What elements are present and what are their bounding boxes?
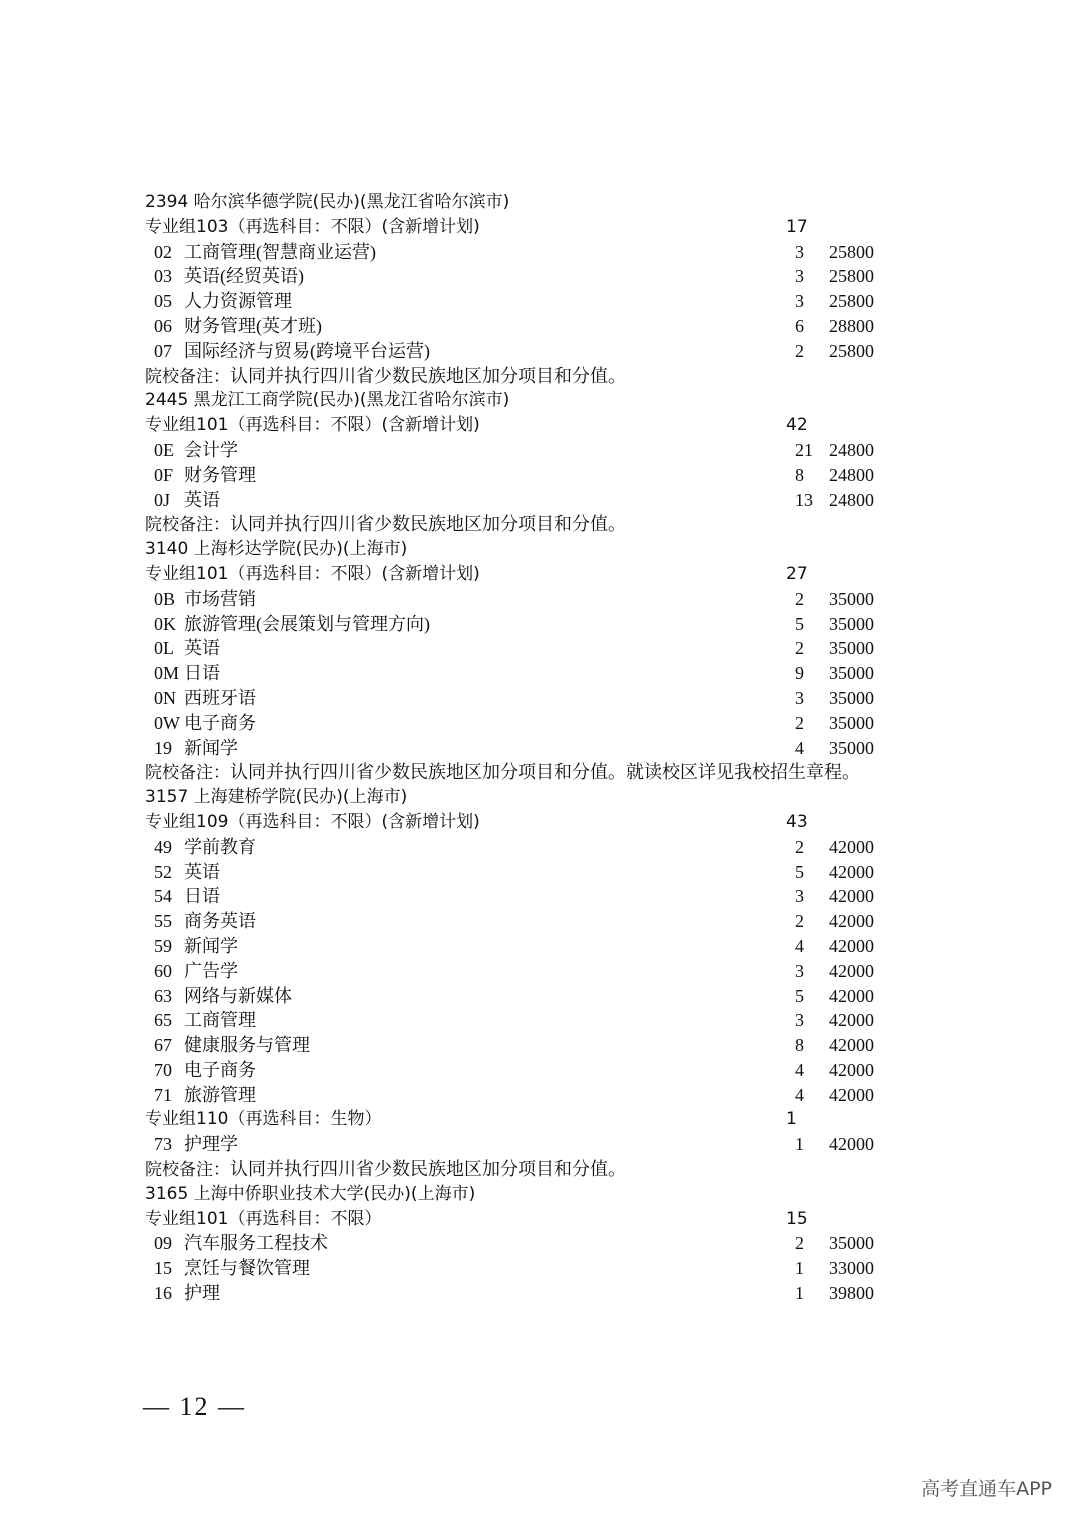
- group-label: 专业组101（再选科目：不限）(含新增计划): [145, 415, 480, 436]
- major-row: [145, 612, 925, 637]
- group-row: [145, 1207, 925, 1232]
- major-tuition: 25800: [829, 241, 874, 262]
- major-tuition: 33000: [829, 1258, 874, 1279]
- school-note: [145, 1157, 925, 1182]
- major-tuition: 42000: [829, 1084, 874, 1105]
- major-code: 73: [154, 1134, 172, 1155]
- major-tuition: 35000: [829, 638, 874, 659]
- major-name: 旅游管理: [184, 1084, 256, 1105]
- group-label: 专业组101（再选科目：不限）(含新增计划): [145, 563, 480, 584]
- major-tuition: 28800: [829, 315, 874, 336]
- major-name: 健康服务与管理: [184, 1035, 310, 1056]
- major-name: 商务英语: [184, 911, 256, 932]
- major-name: 新闻学: [184, 737, 238, 758]
- major-code: 06: [154, 315, 172, 336]
- major-tuition: 42000: [829, 1059, 874, 1080]
- note-text: 认同并执行四川省少数民族地区加分项目和分值。: [230, 365, 626, 386]
- major-name: 国际经济与贸易(跨境平台运营): [184, 340, 430, 361]
- major-plan-count: 2: [795, 638, 804, 659]
- major-code: 0L: [154, 638, 174, 659]
- major-plan-count: 2: [795, 340, 804, 361]
- document-body: [145, 190, 925, 1306]
- major-tuition: 42000: [829, 935, 874, 956]
- major-row: [145, 984, 925, 1009]
- major-plan-count: 4: [795, 1084, 804, 1105]
- major-plan-count: 3: [795, 291, 804, 312]
- major-name: 电子商务: [184, 712, 256, 733]
- major-plan-count: 3: [795, 1010, 804, 1031]
- school-block: [145, 537, 925, 785]
- school-note: [145, 760, 925, 785]
- major-tuition: 42000: [829, 861, 874, 882]
- major-plan-count: 8: [795, 464, 804, 485]
- group-row: [145, 413, 925, 438]
- major-row: [145, 736, 925, 761]
- major-plan-count: 2: [795, 911, 804, 932]
- major-tuition: 42000: [829, 960, 874, 981]
- major-plan-count: 3: [795, 266, 804, 287]
- major-row: [145, 711, 925, 736]
- major-row: [145, 636, 925, 661]
- group-label: 专业组103（再选科目：不限）(含新增计划): [145, 216, 480, 237]
- major-plan-count: 2: [795, 1233, 804, 1254]
- major-row: [145, 463, 925, 488]
- major-row: [145, 1058, 925, 1083]
- major-tuition: 42000: [829, 886, 874, 907]
- major-row: [145, 1083, 925, 1108]
- note-label: 院校备注：: [145, 515, 230, 536]
- major-code: 16: [154, 1283, 172, 1304]
- major-name: 英语(经贸英语): [184, 266, 304, 287]
- major-code: 0N: [154, 687, 176, 708]
- school-header: 3165 上海中侨职业技术大学(民办)(上海市): [145, 1183, 476, 1204]
- major-row: [145, 240, 925, 265]
- major-plan-count: 5: [795, 613, 804, 634]
- major-row: [145, 339, 925, 364]
- major-name: 日语: [184, 663, 220, 684]
- major-row: [145, 1132, 925, 1157]
- group-count: 17: [786, 216, 808, 237]
- major-code: 0J: [154, 489, 171, 510]
- major-name: 烹饪与餐饮管理: [184, 1258, 310, 1279]
- major-row: [145, 1281, 925, 1306]
- major-code: 0E: [154, 439, 174, 460]
- group-count: 1: [786, 1109, 797, 1130]
- major-row: [145, 264, 925, 289]
- major-name: 广告学: [184, 960, 238, 981]
- major-code: 49: [154, 836, 172, 857]
- major-row: [145, 959, 925, 984]
- major-row: [145, 587, 925, 612]
- major-name: 工商管理: [184, 1010, 256, 1031]
- group-count: 42: [786, 415, 808, 436]
- major-plan-count: 4: [795, 1059, 804, 1080]
- major-code: 05: [154, 291, 172, 312]
- major-code: 0B: [154, 588, 176, 609]
- school-header: 3140 上海杉达学院(民办)(上海市): [145, 539, 408, 560]
- major-name: 英语: [184, 861, 220, 882]
- major-tuition: 35000: [829, 663, 874, 684]
- major-name: 护理学: [184, 1134, 238, 1155]
- major-tuition: 42000: [829, 1134, 874, 1155]
- major-tuition: 42000: [829, 1010, 874, 1031]
- major-row: [145, 909, 925, 934]
- group-label: 专业组110（再选科目：生物）: [145, 1109, 382, 1130]
- page-number: — 12 —: [143, 1392, 246, 1421]
- major-tuition: 42000: [829, 985, 874, 1006]
- major-tuition: 24800: [829, 489, 874, 510]
- major-plan-count: 3: [795, 886, 804, 907]
- note-text: 认同并执行四川省少数民族地区加分项目和分值。: [230, 1159, 626, 1180]
- major-tuition: 25800: [829, 340, 874, 361]
- major-name: 会计学: [184, 439, 238, 460]
- major-row: [145, 289, 925, 314]
- major-row: [145, 1033, 925, 1058]
- note-text: 认同并执行四川省少数民族地区加分项目和分值。: [230, 514, 626, 535]
- major-plan-count: 2: [795, 836, 804, 857]
- group-row: [145, 810, 925, 835]
- major-tuition: 35000: [829, 687, 874, 708]
- group-label: 专业组109（再选科目：不限）(含新增计划): [145, 811, 480, 832]
- major-plan-count: 3: [795, 960, 804, 981]
- major-plan-count: 9: [795, 663, 804, 684]
- school-header: 3157 上海建桥学院(民办)(上海市): [145, 787, 408, 808]
- major-code: 67: [154, 1035, 172, 1056]
- major-tuition: 39800: [829, 1283, 874, 1304]
- major-code: 54: [154, 886, 172, 907]
- major-plan-count: 2: [795, 588, 804, 609]
- school-note: [145, 512, 925, 537]
- school-block: [145, 785, 925, 1182]
- major-row: [145, 661, 925, 686]
- school-block: [145, 388, 925, 537]
- major-code: 52: [154, 861, 172, 882]
- major-name: 西班牙语: [184, 687, 256, 708]
- major-plan-count: 2: [795, 712, 804, 733]
- major-plan-count: 8: [795, 1035, 804, 1056]
- group-row: [145, 562, 925, 587]
- major-code: 63: [154, 985, 172, 1006]
- major-plan-count: 6: [795, 315, 804, 336]
- major-name: 学前教育: [184, 836, 256, 857]
- major-tuition: 35000: [829, 1233, 874, 1254]
- major-plan-count: 3: [795, 687, 804, 708]
- major-row: [145, 488, 925, 513]
- major-row: [145, 686, 925, 711]
- major-plan-count: 4: [795, 935, 804, 956]
- major-plan-count: 1: [795, 1258, 804, 1279]
- major-name: 护理: [184, 1283, 220, 1304]
- major-name: 汽车服务工程技术: [184, 1233, 328, 1254]
- major-code: 0F: [154, 464, 174, 485]
- school-header: 2445 黑龙江工商学院(民办)(黑龙江省哈尔滨市): [145, 390, 510, 411]
- major-row: [145, 835, 925, 860]
- major-code: 09: [154, 1233, 172, 1254]
- major-name: 财务管理(英才班): [184, 315, 322, 336]
- note-label: 院校备注：: [145, 366, 230, 387]
- major-name: 工商管理(智慧商业运营): [184, 241, 376, 262]
- school-note: [145, 364, 925, 389]
- major-plan-count: 1: [795, 1134, 804, 1155]
- note-label: 院校备注：: [145, 763, 230, 784]
- major-code: 59: [154, 935, 172, 956]
- major-tuition: 35000: [829, 613, 874, 634]
- major-row: [145, 934, 925, 959]
- major-tuition: 35000: [829, 712, 874, 733]
- major-row: [145, 1256, 925, 1281]
- major-code: 70: [154, 1059, 172, 1080]
- note-text: 认同并执行四川省少数民族地区加分项目和分值。就读校区详见我校招生章程。: [230, 762, 860, 783]
- major-tuition: 25800: [829, 291, 874, 312]
- major-name: 英语: [184, 489, 220, 510]
- major-code: 55: [154, 911, 172, 932]
- major-code: 65: [154, 1010, 172, 1031]
- major-tuition: 25800: [829, 266, 874, 287]
- major-tuition: 42000: [829, 1035, 874, 1056]
- major-row: [145, 860, 925, 885]
- major-plan-count: 13: [795, 489, 813, 510]
- major-name: 财务管理: [184, 464, 256, 485]
- major-code: 0M: [154, 663, 180, 684]
- group-count: 43: [786, 811, 808, 832]
- major-row: [145, 438, 925, 463]
- major-tuition: 35000: [829, 588, 874, 609]
- major-code: 19: [154, 737, 172, 758]
- major-code: 71: [154, 1084, 172, 1105]
- major-row: [145, 1008, 925, 1033]
- major-name: 人力资源管理: [184, 291, 292, 312]
- major-plan-count: 21: [795, 439, 813, 460]
- major-code: 0K: [154, 613, 176, 634]
- major-tuition: 42000: [829, 911, 874, 932]
- major-row: [145, 1231, 925, 1256]
- major-tuition: 35000: [829, 737, 874, 758]
- school-header: 2394 哈尔滨华德学院(民办)(黑龙江省哈尔滨市): [145, 192, 510, 212]
- group-row: [145, 1107, 925, 1132]
- major-tuition: 24800: [829, 464, 874, 485]
- major-code: 03: [154, 266, 172, 287]
- major-name: 电子商务: [184, 1059, 256, 1080]
- school-block: [145, 190, 925, 388]
- major-name: 市场营销: [184, 588, 256, 609]
- major-code: 02: [154, 241, 172, 262]
- major-name: 英语: [184, 638, 220, 659]
- major-plan-count: 5: [795, 985, 804, 1006]
- school-block: [145, 1182, 925, 1306]
- major-name: 新闻学: [184, 935, 238, 956]
- group-row: [145, 215, 925, 240]
- major-code: 15: [154, 1258, 172, 1279]
- watermark: 高考直通车APP: [921, 1478, 1052, 1500]
- group-count: 15: [786, 1208, 808, 1229]
- major-plan-count: 4: [795, 737, 804, 758]
- major-tuition: 42000: [829, 836, 874, 857]
- note-label: 院校备注：: [145, 1160, 230, 1181]
- major-code: 0W: [154, 712, 180, 733]
- major-plan-count: 3: [795, 241, 804, 262]
- group-label: 专业组101（再选科目：不限）: [145, 1208, 382, 1229]
- major-tuition: 24800: [829, 439, 874, 460]
- major-code: 60: [154, 960, 172, 981]
- major-plan-count: 1: [795, 1283, 804, 1304]
- major-name: 网络与新媒体: [184, 985, 292, 1006]
- major-row: [145, 884, 925, 909]
- major-name: 日语: [184, 886, 220, 907]
- major-row: [145, 314, 925, 339]
- major-plan-count: 5: [795, 861, 804, 882]
- major-code: 07: [154, 340, 172, 361]
- group-count: 27: [786, 563, 808, 584]
- major-name: 旅游管理(会展策划与管理方向): [184, 613, 430, 634]
